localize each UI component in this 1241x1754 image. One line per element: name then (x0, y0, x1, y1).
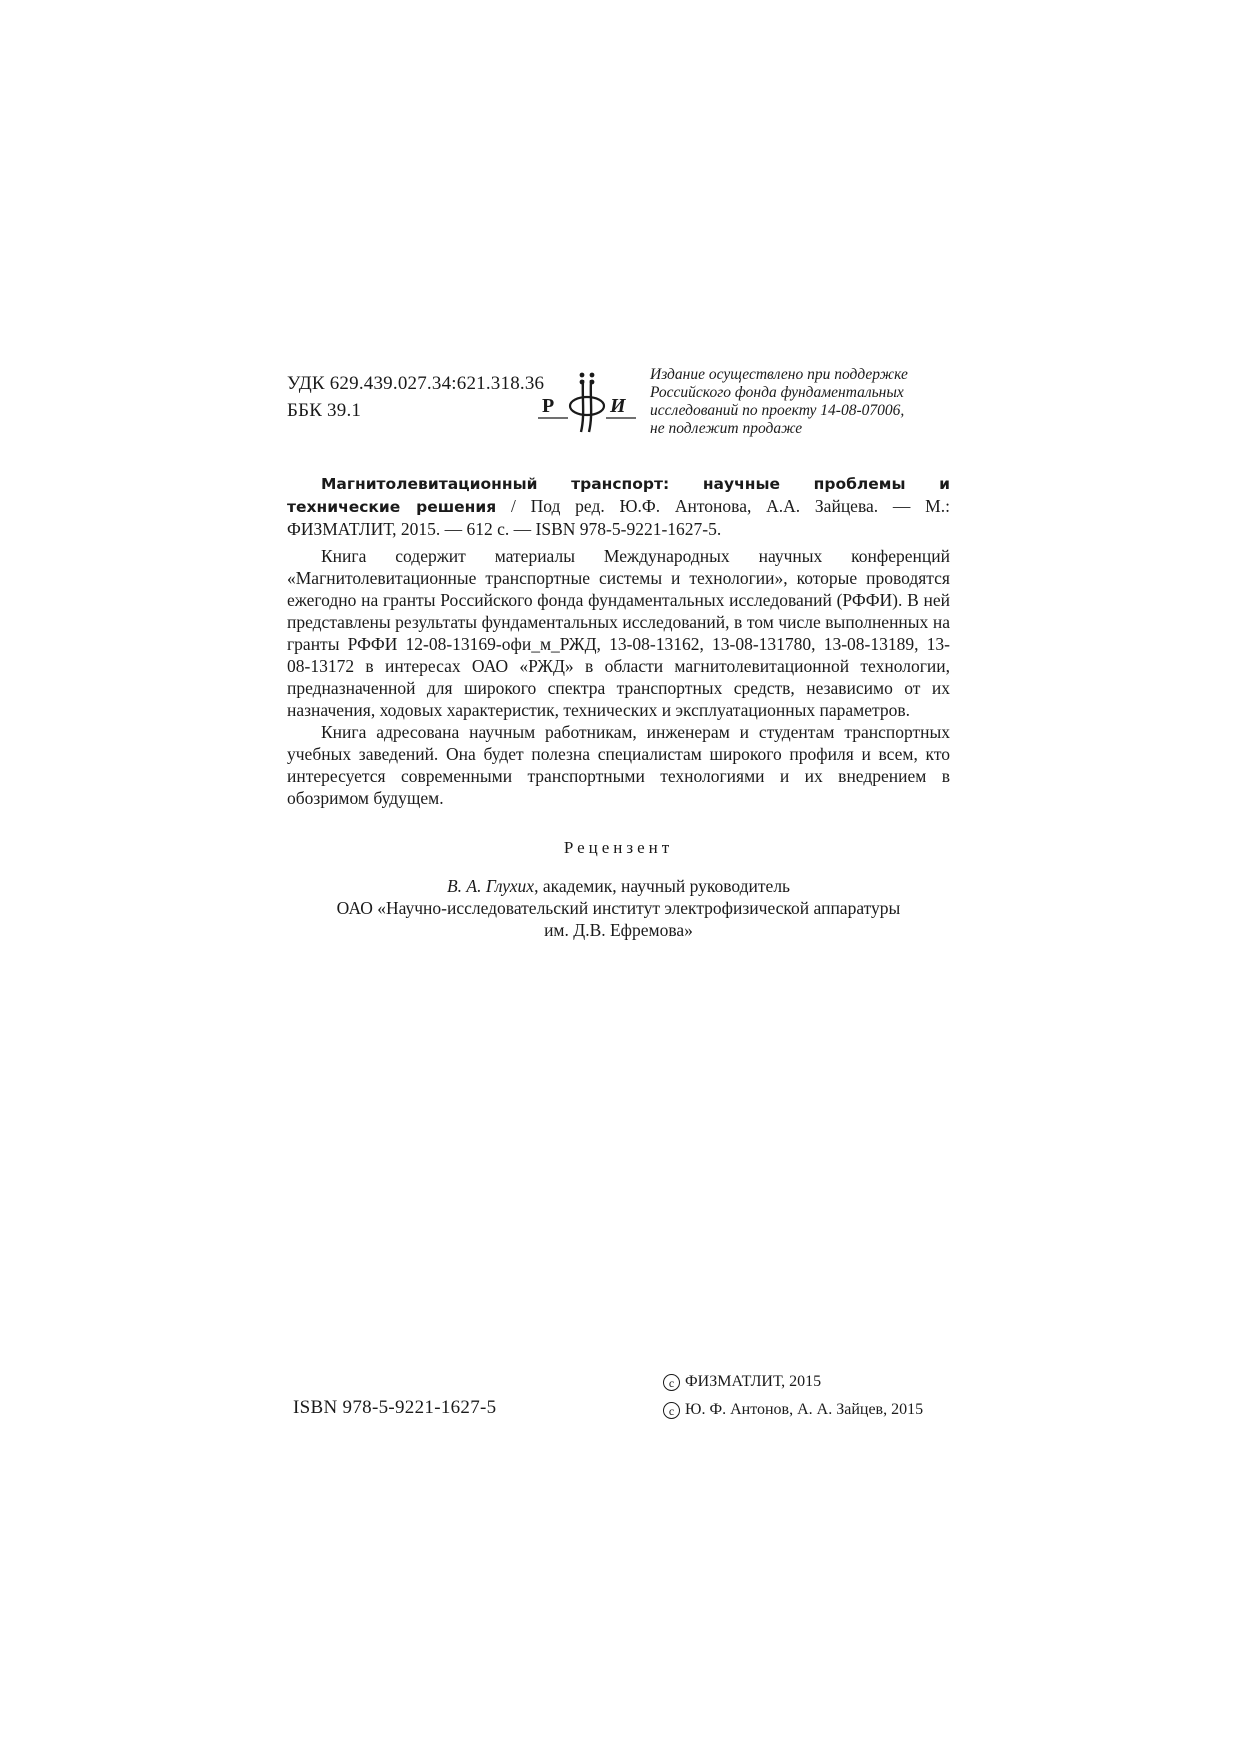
reviewer-heading: Рецензент (563, 838, 674, 857)
copyright-line (663, 1396, 923, 1424)
support-note-line: Издание осуществлено при поддержке (650, 366, 908, 383)
support-note-line: не подлежит продаже (650, 420, 803, 437)
bbk-code: ББК 39.1 (287, 400, 362, 421)
book-title: Магнитолевитационный транспорт: научные проблемы и технические решения (287, 475, 950, 516)
reviewer-role: , академик, научный руководитель (534, 876, 791, 896)
grant-support-note (650, 366, 950, 438)
reviewer-organization-name: им. Д.В. Ефремова» (544, 920, 693, 940)
copyright-icon: c (663, 1374, 680, 1391)
support-note-line: Российского фонда фундаментальных (650, 384, 904, 401)
udk-code: УДК 629.439.027.34:621.318.36 (287, 373, 545, 394)
logo-letter-right: И (610, 395, 626, 417)
reviewer-name: В. А. Глухих (446, 876, 535, 896)
reviewer-organization: ОАО «Научно-исследовательский институт электрофизической аппаратуры (336, 898, 901, 918)
isbn-footer: ISBN 978-5-9221-1627-5 (293, 1397, 497, 1418)
copyright-line (663, 1368, 923, 1396)
copyright-icon: c (663, 1402, 680, 1419)
annotation-paragraph: Книга содержит материалы Международных научных конференций «Магнитолевитационные транспортные системы и технологии», которые проводятся ежегодно на гранты Российского фонда фундаментальных исследований (РФФИ). В ней представлены результаты фундаментальных исследований, в том числе выполненных на гранты РФФИ 12-08-13169-офи_м_РЖД, 13-08-13162, 13-08-131780, 13-08-13189, 13-08-13172 в интересах ОАО «РЖД» в области магнитолевитационной технологии, предназначенной для широкого спектра транспортных средств, независимо от их назначения, ходовых характеристик, технических и эксплуатационных параметров. (287, 546, 950, 720)
rffi-logo-icon (530, 370, 640, 438)
reviewer-info (287, 875, 950, 941)
annotation-paragraph: Книга адресована научным работникам, инженерам и студентам транспортных учебных заведений. Она будет полезна специалистам широкого профиля и всем, кто интересуется современными транспортными технологиями и их внедрением в обозримом будущем. (287, 722, 950, 808)
copyright-holder: ФИЗМАТЛИТ, 2015 (685, 1373, 822, 1390)
copyright-block (663, 1368, 923, 1424)
reviewer-line (287, 875, 950, 897)
bibliographic-entry (287, 472, 950, 540)
logo-letter-left: Р (542, 395, 555, 417)
annotation (287, 545, 950, 809)
bibliographic-details: / Под ред. Ю.Ф. Антонова, А.А. Зайцева. — М.: ФИЗМАТЛИТ, 2015. — 612 с. — ISBN 978-5-9221-1627-5. (287, 496, 950, 539)
support-note-line: исследований по проекту 14-08-07006, (650, 402, 905, 419)
copyright-holder: Ю. Ф. Антонов, А. А. Зайцев, 2015 (685, 1401, 924, 1418)
classification-codes (287, 370, 544, 424)
